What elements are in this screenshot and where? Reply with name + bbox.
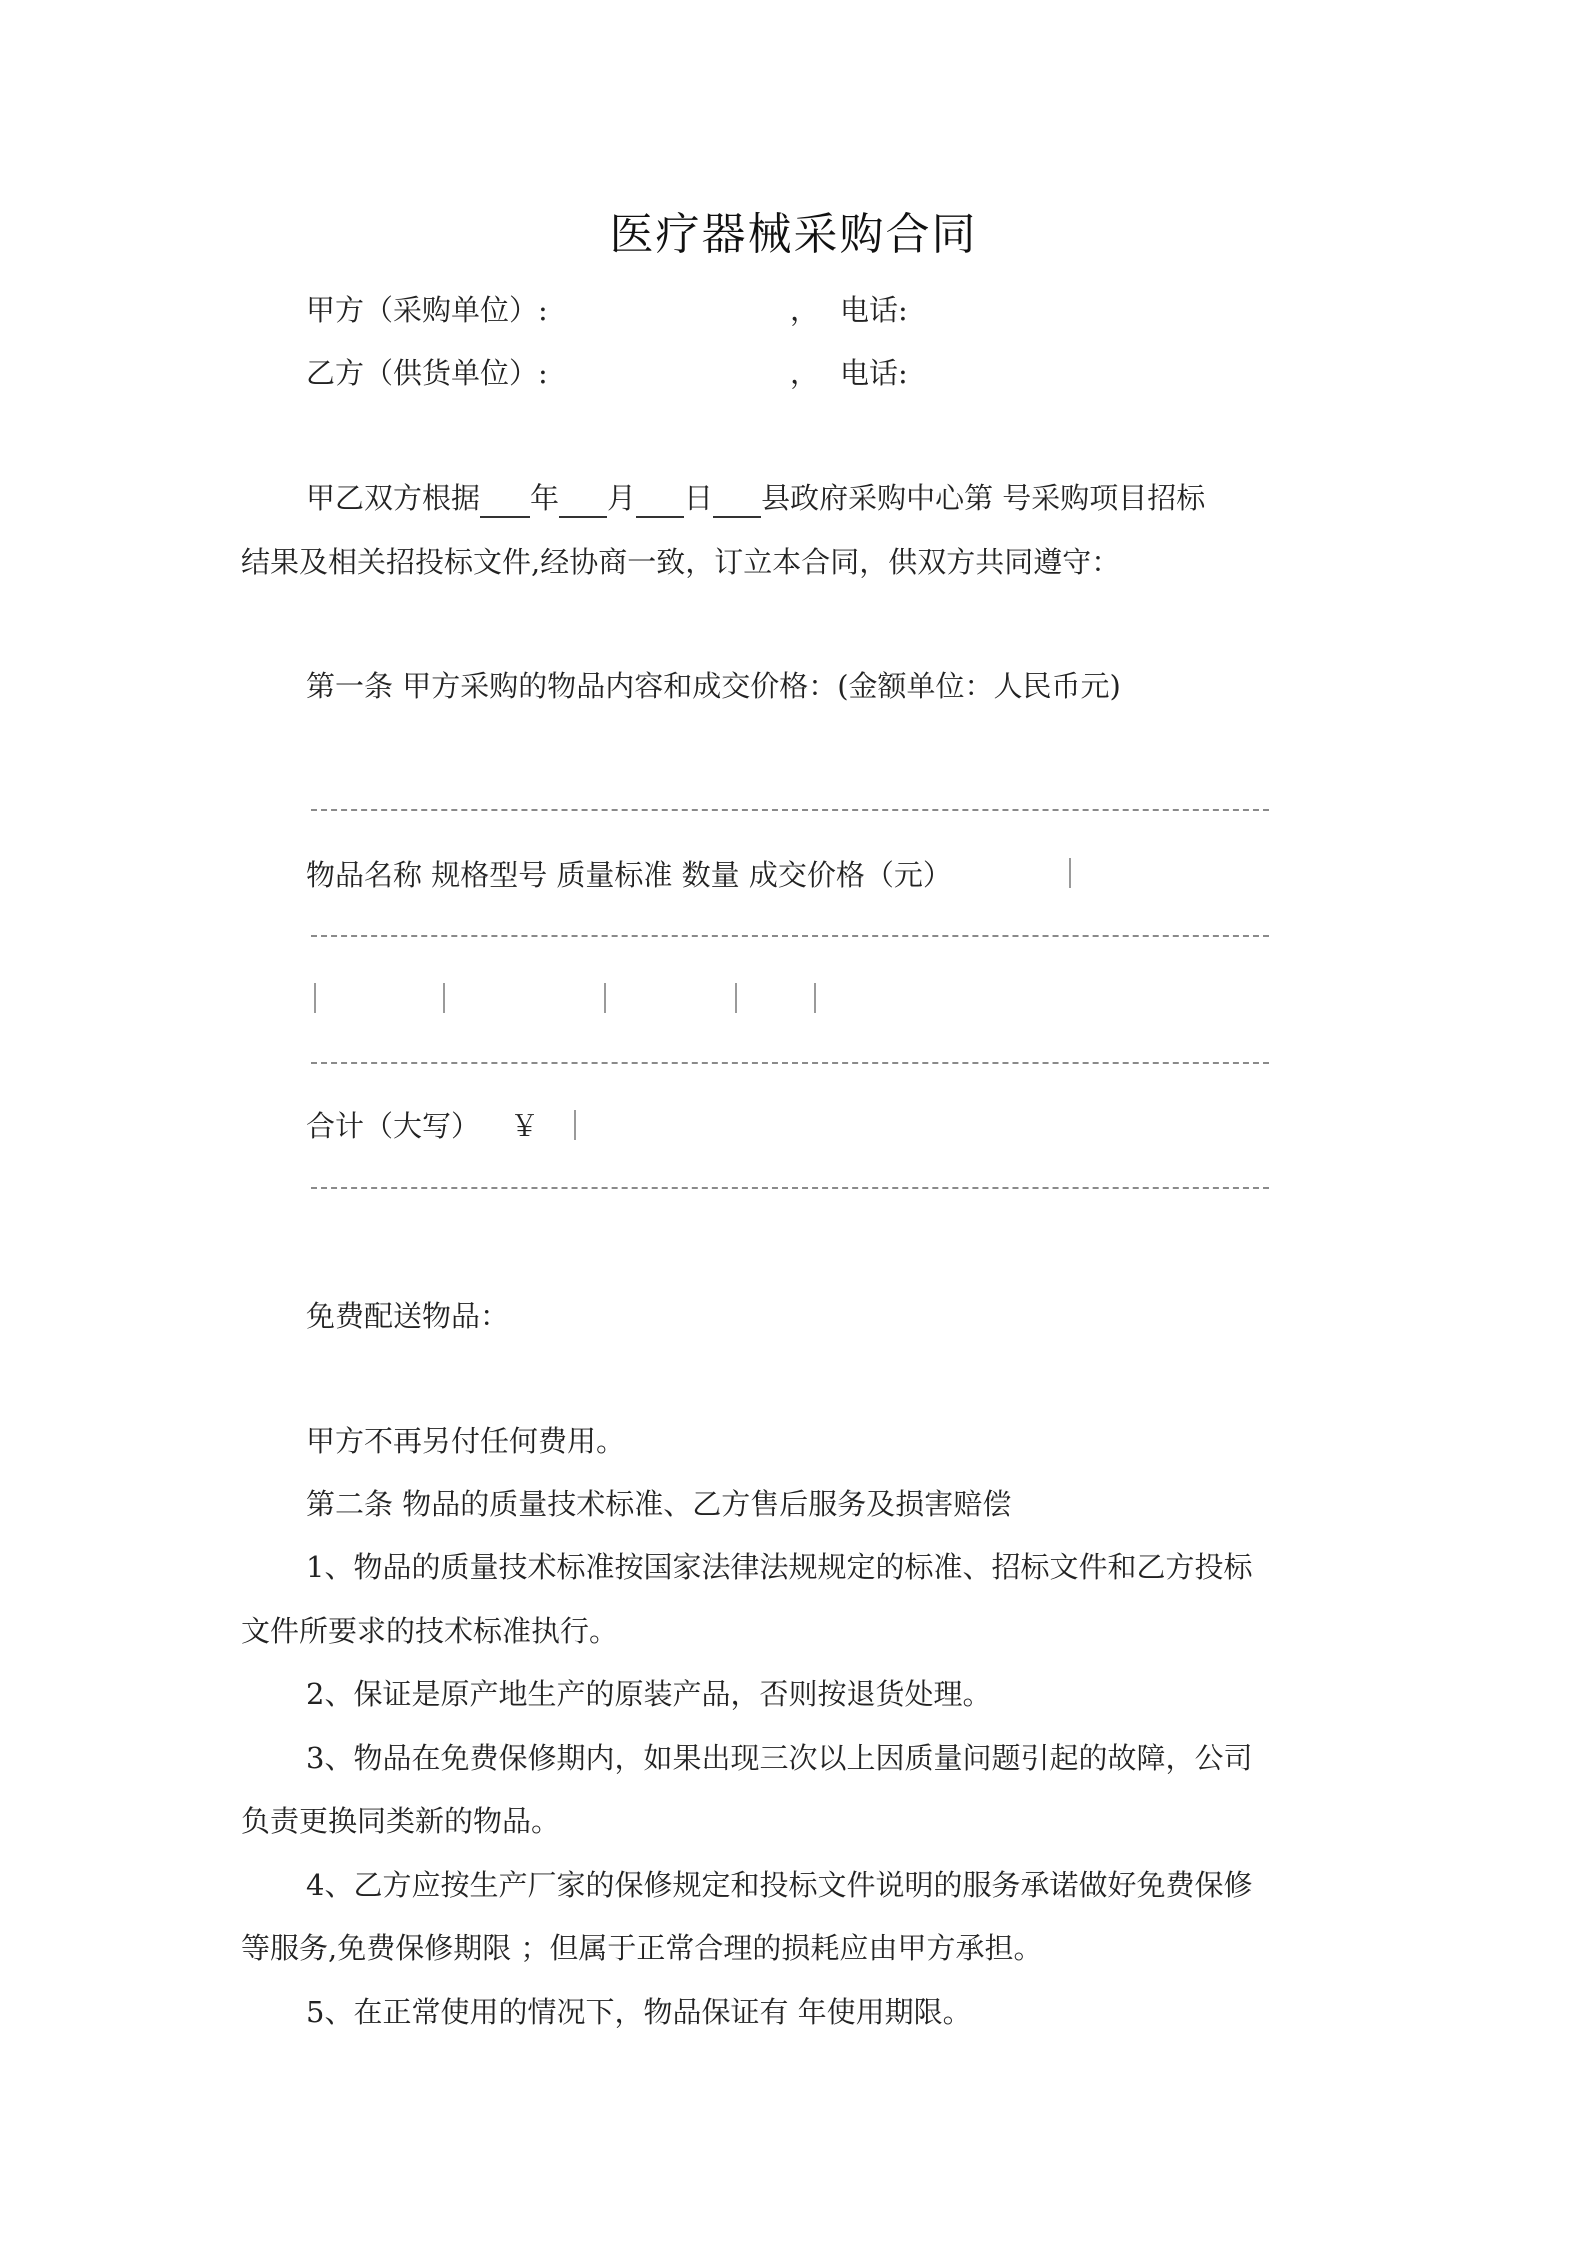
table-cell-separator: [604, 983, 606, 1013]
no-extra-fee-line: 甲方不再另付任何费用。: [306, 1424, 626, 1458]
article-2-item-3-line-1: 3、物品在免费保修期内，如果出现三次以上因质量问题引起的故障，公司: [306, 1741, 1253, 1775]
blank-day-field[interactable]: [636, 484, 684, 518]
table-cell-separator: [314, 983, 316, 1013]
total-label: 合计（大写）: [306, 1109, 481, 1143]
table-rule-top: [311, 809, 1269, 811]
table-header-row: 物品名称 规格型号 质量标准 数量 成交价格（元）: [306, 858, 952, 892]
party-b-phone-label: 电话:: [840, 356, 908, 390]
currency-symbol: ￥: [510, 1109, 540, 1143]
party-b-line: [306, 353, 548, 393]
free-delivery-line: 免费配送物品：: [306, 1299, 510, 1333]
intro-line-1: [306, 478, 1205, 518]
intro-text-year: 年: [530, 481, 560, 515]
article-2-item-1-line-1: 1、物品的质量技术标准按国家法律法规规定的标准、招标文件和乙方投标: [306, 1550, 1253, 1584]
article-2-heading: 第二条 物品的质量技术标准、乙方售后服务及损害赔偿: [306, 1487, 1012, 1521]
article-1-heading: 第一条 甲方采购的物品内容和成交价格：(金额单位：人民币元): [306, 669, 1121, 703]
article-2-item-2: 2、保证是原产地生产的原装产品，否则按退货处理。: [306, 1677, 992, 1711]
intro-text-month: 月: [607, 481, 637, 515]
article-2-item-4-line-2: 等服务,免费保修期限 ；但属于正常合理的损耗应由甲方承担。: [241, 1931, 1043, 1965]
table-rule-2: [311, 935, 1269, 937]
intro-line-2: 结果及相关招投标文件,经协商一致，订立本合同，供双方共同遵守：: [241, 545, 1121, 579]
blank-year-field[interactable]: [480, 484, 530, 518]
table-total-separator: [574, 1110, 576, 1140]
party-a-phone-label: 电话:: [840, 293, 908, 327]
table-rule-bottom: [311, 1187, 1269, 1189]
article-2-item-5: 5、在正常使用的情况下，物品保证有 年使用期限。: [306, 1995, 972, 2029]
table-header-separator: [1069, 858, 1071, 888]
intro-text-day: 日: [684, 481, 714, 515]
blank-county-field[interactable]: [713, 484, 761, 518]
party-b-label: 乙方（供货单位）:: [306, 356, 548, 390]
table-cell-separator: [443, 983, 445, 1013]
article-2-item-1-line-2: 文件所要求的技术标准执行。: [241, 1614, 619, 1648]
table-total-row: [306, 1106, 539, 1146]
table-cell-separator: [814, 983, 816, 1013]
table-cell-separator: [735, 983, 737, 1013]
blank-month-field[interactable]: [559, 484, 607, 518]
intro-text-basis: 甲乙双方根据: [306, 481, 481, 515]
party-a-comma: ，: [790, 293, 820, 327]
party-a-line: [306, 290, 548, 330]
document-title: 医疗器械采购合同: [609, 209, 978, 260]
intro-text-county: 县政府采购中心第 号采购项目招标: [761, 481, 1206, 515]
article-2-item-3-line-2: 负责更换同类新的物品。: [241, 1804, 561, 1838]
article-2-item-4-line-1: 4、乙方应按生产厂家的保修规定和投标文件说明的服务承诺做好免费保修: [306, 1868, 1253, 1902]
party-a-label: 甲方（采购单位）:: [306, 293, 548, 327]
table-rule-3: [311, 1062, 1269, 1064]
party-b-comma: ，: [790, 356, 820, 390]
